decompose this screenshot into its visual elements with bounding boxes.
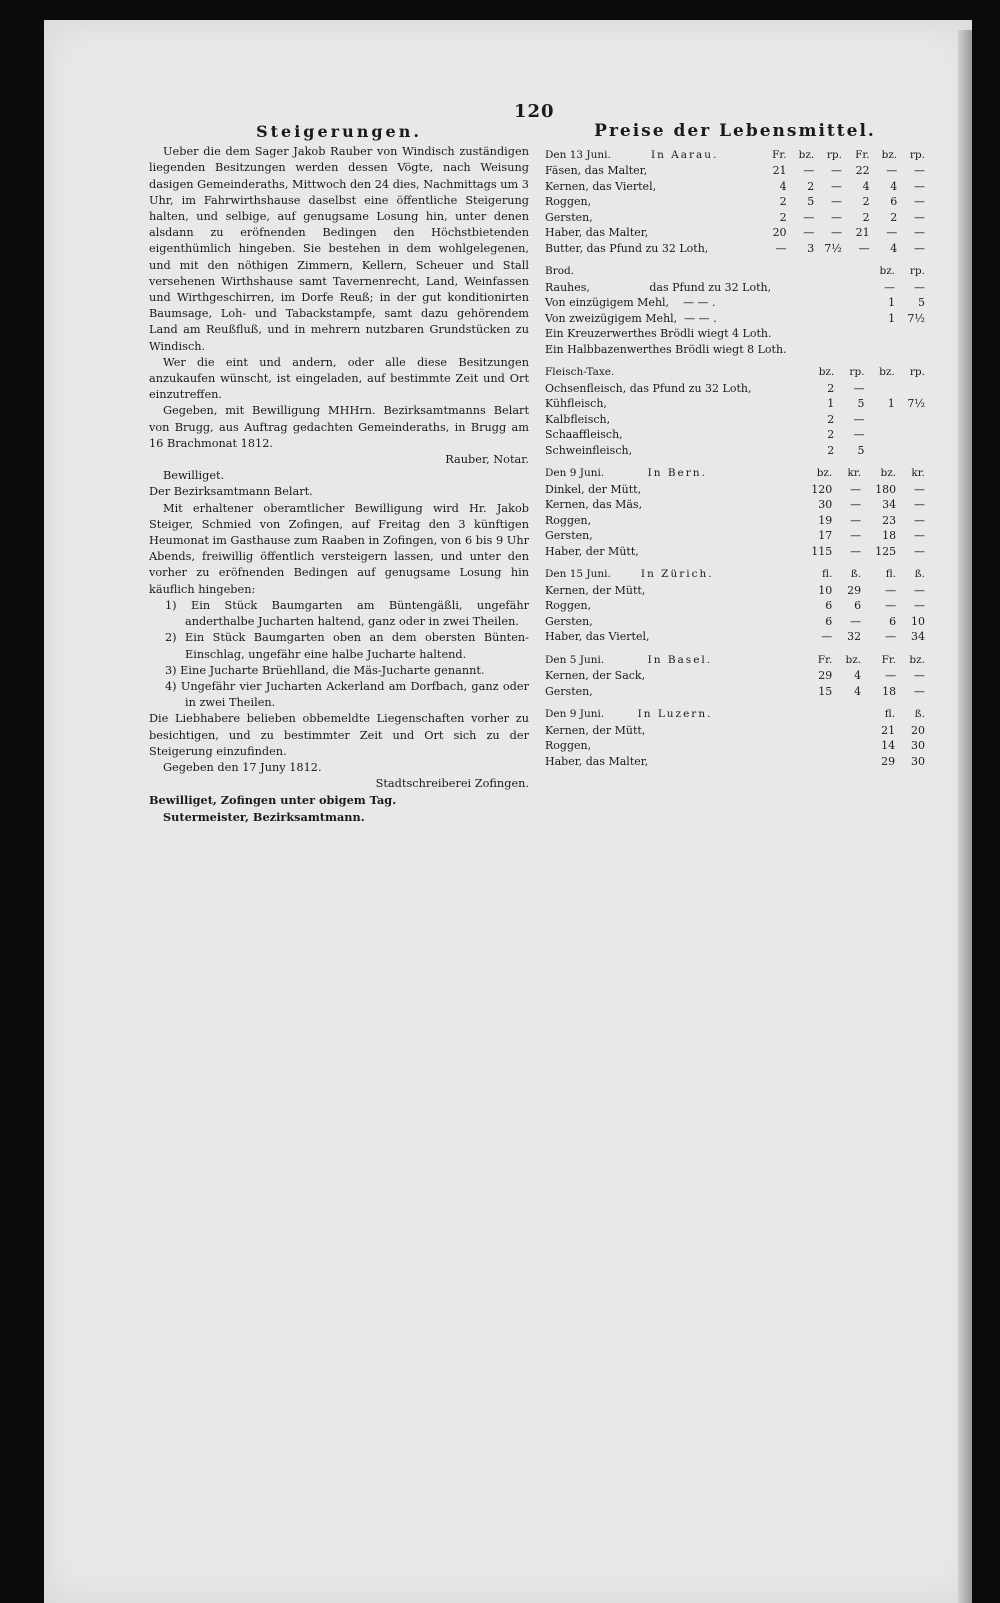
table-cell <box>895 427 925 443</box>
table-cell: — <box>914 482 925 496</box>
item-label: Ochsenfleisch, das Pfund zu 32 Loth, <box>545 381 752 395</box>
column-header: fl. <box>884 708 896 720</box>
table-cell: — <box>850 482 862 496</box>
table-row <box>545 311 925 327</box>
column-header: rp. <box>909 148 925 161</box>
list-item: 1) Ein Stück Baumgarten am Büntengäßli, ungefähr anderthalbe Jucharten haltend, ganz oder in zwei Theilen. <box>165 598 529 629</box>
table-cell: 29 <box>818 669 833 682</box>
table-cell: 2 <box>827 428 835 441</box>
table-row <box>545 396 925 412</box>
date-line: Gegeben den 17 Juny 1812. <box>163 760 322 774</box>
item-label: Kernen, der Mütt, <box>545 723 646 737</box>
table-cell: 1 <box>887 397 895 410</box>
table-cell: — <box>858 241 870 255</box>
column-header: bz. <box>818 366 835 378</box>
table-row <box>545 482 925 498</box>
section-title: Brod. <box>545 265 575 277</box>
column-header: bz. <box>881 148 898 161</box>
market-place: In Aarau. <box>650 148 719 161</box>
table-cell: 21 <box>881 723 896 737</box>
table-cell <box>865 443 895 459</box>
table-row <box>545 684 925 700</box>
item-label: Roggen, <box>545 599 592 612</box>
column-header: bz. <box>845 653 862 666</box>
table-cell: 15 <box>818 684 833 698</box>
table-cell: — <box>821 630 833 643</box>
item-label: Kernen, der Mütt, <box>545 583 646 597</box>
table-cell: 2 <box>807 179 815 193</box>
column-header: Fr. <box>772 148 787 161</box>
table-cell: — <box>803 210 815 224</box>
item-label: Roggen, <box>545 739 592 752</box>
column-header: ß. <box>850 568 862 580</box>
table-cell: 20 <box>772 226 787 239</box>
item-label: Haber, das Viertel, <box>545 630 650 643</box>
table-cell: 19 <box>818 513 833 527</box>
table-cell: 5 <box>857 397 865 410</box>
table-row <box>545 614 925 630</box>
market-date: Den 9 Juni. <box>545 467 605 479</box>
list-item: 4) Ungefähr vier Jucharten Ackerland am Dorfbach, ganz oder in zwei Theilen. <box>165 679 529 710</box>
table-cell: — <box>914 241 925 255</box>
approval: Bewilliget. <box>163 469 225 483</box>
market-date: Den 5 Juni. <box>545 653 605 666</box>
table-cell <box>865 427 895 443</box>
table-cell: 32 <box>847 630 862 643</box>
table-cell: — <box>914 513 925 527</box>
table-cell: 30 <box>911 739 925 752</box>
table-cell <box>895 381 925 397</box>
table-cell: — <box>830 164 842 177</box>
table-cell: — <box>853 428 865 441</box>
table-cell: 21 <box>772 164 787 177</box>
table-row <box>545 668 925 684</box>
market-place: In Zürich. <box>640 568 714 580</box>
table-row <box>545 528 925 544</box>
table-cell <box>865 412 895 428</box>
item-label: Schaaffleisch, <box>545 428 623 441</box>
table-row <box>545 497 925 513</box>
section-title: Fleisch-Taxe. <box>545 366 615 378</box>
table-cell: 2 <box>827 381 835 395</box>
table-cell: — <box>886 226 898 239</box>
page-number: 120 <box>514 101 555 122</box>
table-row <box>545 179 925 195</box>
item-label: Haber, das Malter, <box>545 226 649 239</box>
column-header: rp. <box>849 366 865 378</box>
table-cell: 18 <box>882 529 897 542</box>
table-cell <box>895 443 925 459</box>
market-place: In Basel. <box>647 653 713 666</box>
column-header: rp. <box>826 148 842 161</box>
table-cell: 7½ <box>907 311 925 325</box>
table-cell: 125 <box>875 544 897 558</box>
table-cell: 6 <box>854 599 862 612</box>
table-row <box>545 163 925 179</box>
item-label: Gersten, <box>545 210 593 224</box>
table-cell: — <box>830 210 842 224</box>
table-row <box>545 754 925 770</box>
section-heading-preise: Preise der Lebensmittel. <box>594 121 876 141</box>
table-cell: — <box>914 210 925 224</box>
table-cell: — <box>803 164 815 177</box>
table-cell: — <box>850 529 862 542</box>
column-header: Fr. <box>817 653 833 666</box>
table-row <box>545 443 925 459</box>
column-header: Fr. <box>855 148 870 161</box>
table-cell: — <box>914 498 925 511</box>
approval-by: Der Bezirksamtmann Belart. <box>149 485 313 499</box>
table-cell: 34 <box>882 498 897 511</box>
price-table-zuerich <box>545 567 925 645</box>
table-cell: 7½ <box>907 397 925 410</box>
item-label: Kalbfleisch, <box>545 412 611 426</box>
table-cell: — <box>914 226 925 239</box>
table-cell: 23 <box>882 513 897 527</box>
market-date: Den 9 Juni. <box>545 708 605 720</box>
item-label: Von einzügigem Mehl, <box>545 296 670 309</box>
table-cell: — <box>830 226 842 239</box>
table-cell: 6 <box>825 614 833 628</box>
table-cell: 4 <box>854 684 862 698</box>
table-cell: 2 <box>779 210 787 224</box>
table-row <box>545 513 925 529</box>
notice-paragraph: Gegeben, mit Bewilligung MHHrn. Bezirksamtmanns Belart von Brugg, aus Auftrag gedachten Gemeinderaths, in Brugg am 16 Brachmonat 1812. <box>149 404 529 450</box>
column-header: bz. <box>879 265 896 277</box>
column-header: ß. <box>914 708 925 720</box>
table-cell: 2 <box>779 195 787 208</box>
table-cell: — <box>775 241 787 255</box>
table-cell: 18 <box>882 684 897 698</box>
price-table-brod <box>545 264 925 357</box>
table-cell: — <box>914 544 925 558</box>
list-item: 2) Ein Stück Baumgarten oben an dem obersten Bünten-Einschlag, ungefähr eine halbe Jucharte haltend. <box>165 631 529 661</box>
note-line: Ein Halbbazenwerthes Brödli wiegt 8 Loth. <box>545 342 787 356</box>
table-cell: — <box>885 669 897 682</box>
table-cell: — <box>914 529 925 542</box>
price-table-fleisch <box>545 365 925 458</box>
column-header: bz. <box>909 653 925 666</box>
table-row <box>545 583 925 599</box>
column-header: fl. <box>885 568 897 580</box>
table-cell: 2 <box>862 210 870 224</box>
table-row <box>545 295 925 311</box>
table-cell: 4 <box>779 179 787 193</box>
left-column <box>149 124 529 825</box>
table-cell: 115 <box>811 544 833 558</box>
table-cell: 4 <box>890 179 898 193</box>
column-header: Fr. <box>881 653 897 666</box>
item-label: Kühfleisch, <box>545 397 607 410</box>
table-cell: — <box>914 179 925 193</box>
item-label: Von zweizügigem Mehl, <box>545 311 678 325</box>
table-cell <box>865 381 895 397</box>
column-header: kr. <box>847 467 862 479</box>
market-place: In Luzern. <box>637 708 713 720</box>
table-cell: 14 <box>881 739 896 752</box>
table-row <box>545 544 925 560</box>
table-cell: — <box>853 412 865 426</box>
right-column <box>545 121 925 777</box>
table-cell: 5 <box>857 443 865 457</box>
item-note: das Pfund zu 32 Loth, <box>649 280 772 294</box>
table-cell: 2 <box>827 412 835 426</box>
notice-paragraph: Mit erhaltener oberamtlicher Bewilligung wird Hr. Jakob Steiger, Schmied von Zofingen, auf Freitag den 3 künftigen Heumonat im Gasthause zum Raaben in Zofingen, von 6 bis 9 Uhr Abends, freiwillig öffentlich versteigern lassen, und unter den vorher zu eröfnenden Bedingen auf genugsame Losung hin käuflich hingeben: <box>149 501 529 596</box>
table-cell: — <box>914 684 925 698</box>
table-row <box>545 427 925 443</box>
market-date: Den 13 Juni. <box>545 148 611 161</box>
table-cell: — <box>884 280 896 294</box>
table-cell: 180 <box>875 482 897 496</box>
list-item: 3) Eine Jucharte Brüehlland, die Mäs-Jucharte genannt. <box>165 663 485 677</box>
table-row <box>545 225 925 241</box>
column-header: bz. <box>798 148 815 161</box>
table-cell: — <box>914 599 925 612</box>
table-cell: 4 <box>890 241 898 255</box>
table-cell: 6 <box>889 614 897 628</box>
table-row <box>545 629 925 645</box>
column-header: rp. <box>909 265 925 277</box>
table-cell: 5 <box>807 195 815 208</box>
column-header: bz. <box>880 467 897 479</box>
table-cell: — <box>850 614 862 628</box>
table-cell: 10 <box>818 583 833 597</box>
column-header: fl. <box>821 568 833 580</box>
table-cell: — <box>830 179 842 193</box>
table-cell: 2 <box>890 210 898 224</box>
table-cell: 29 <box>881 754 896 768</box>
table-row <box>545 738 925 754</box>
table-row <box>545 598 925 614</box>
table-row <box>545 241 925 257</box>
table-cell: — <box>914 164 925 177</box>
price-table-basel <box>545 653 925 700</box>
column-header: bz. <box>816 467 833 479</box>
table-cell: — <box>803 226 815 239</box>
table-cell: 22 <box>855 164 870 177</box>
table-cell: — <box>914 280 925 294</box>
table-cell: 29 <box>847 583 862 597</box>
notice-paragraph: Wer die eint und andern, oder alle diese Besitzungen anzukaufen wünscht, ist eingeladen, auf bestimmte Zeit und Ort einzutreffen. <box>149 355 529 402</box>
table-cell: 1 <box>827 397 835 410</box>
section-heading-steigerungen: Steigerungen. <box>256 122 422 141</box>
table-cell: 30 <box>818 498 833 511</box>
table-cell: — <box>885 599 897 612</box>
price-table-luzern <box>545 707 925 769</box>
table-row <box>545 412 925 428</box>
signature: Rauber, Notar. <box>445 453 529 467</box>
column-header: ß. <box>914 568 925 580</box>
table-row <box>545 194 925 210</box>
table-cell: — <box>885 583 897 597</box>
table-cell: 7½ <box>824 241 842 255</box>
item-label: Rauhes, <box>545 280 590 294</box>
table-cell: 21 <box>855 226 870 239</box>
approval-by: Sutermeister, Bezirksamtmann. <box>163 809 365 824</box>
table-cell: 6 <box>890 195 898 208</box>
note-line: Ein Kreuzerwerthes Brödli wiegt 4 Loth. <box>545 327 772 340</box>
table-cell: 120 <box>811 482 833 496</box>
table-cell: 5 <box>918 296 925 309</box>
table-cell: 6 <box>825 599 833 612</box>
item-label: Gersten, <box>545 684 593 698</box>
item-label: Kernen, das Viertel, <box>545 179 657 193</box>
item-label: Gersten, <box>545 614 593 628</box>
table-cell: 20 <box>911 723 925 737</box>
notice-paragraph: Die Liebhabere belieben obbemeldte Liegenschaften vorher zu besichtigen, und zu bestimmter Zeit und Ort sich zu der Steigerung einzufinden. <box>149 712 529 758</box>
table-cell: — <box>850 513 862 527</box>
table-cell: 17 <box>818 529 833 542</box>
table-cell: 4 <box>854 669 862 682</box>
signature: Stadtschreiberei Zofingen. <box>375 777 529 791</box>
price-table-bern <box>545 466 925 559</box>
item-note: — — . <box>683 296 716 309</box>
table-cell: 34 <box>911 630 925 643</box>
table-row <box>545 280 925 296</box>
table-cell: 2 <box>827 443 835 457</box>
approval: Bewilliget, Zofingen unter obigem Tag. <box>149 793 397 808</box>
table-cell: — <box>914 583 925 597</box>
item-label: Schweinfleisch, <box>545 443 633 457</box>
item-label: Haber, der Mütt, <box>545 544 639 558</box>
column-header: kr. <box>911 467 925 479</box>
table-cell: — <box>886 164 898 177</box>
notice-paragraph: Ueber die dem Sager Jakob Rauber von Windisch zuständigen liegenden Besitzungen werden dessen Vögte, nach Weisung dasigen Gemeinderaths, Mittwoch den 24 dies, Nachmittags um 3 Uhr, im Fahrwirthshause daselbst eine öffentliche Steigerung halten, und selbige, auf genugsame Losung hin, unter denen alsdann zu eröfnenden Bedingen den Höchstbietenden eigenthümlich hingeben. Sie bestehen in dem wohlgelegenen, und mit den nöthigen Zimmern, Kellern, Scheuer und Stall versehenen Wirthshause samt Tavernenrecht, Land, Weinfassen und Wirthgeschirren, im Dorfe Reuß; in der gut konditionirten Baumsage, Loh- und Tabackstampfe, samt dazu gehörendem Land am Reußfluß, und in mehrern nutzbaren Grundstücken zu Windisch. <box>149 145 529 353</box>
page-edge <box>958 30 972 1603</box>
table-cell: — <box>885 630 897 643</box>
column-header: bz. <box>879 366 895 378</box>
table-cell: 1 <box>888 311 896 325</box>
market-place: In Bern. <box>647 467 707 479</box>
market-date: Den 15 Juni. <box>545 568 611 580</box>
item-label: Dinkel, der Mütt, <box>545 482 642 496</box>
item-label: Butter, das Pfund zu 32 Loth, <box>545 241 709 255</box>
item-label: Kernen, das Mäs, <box>545 498 643 511</box>
table-cell: — <box>853 381 865 395</box>
table-row <box>545 210 925 226</box>
table-cell <box>895 412 925 428</box>
table-cell: 10 <box>911 614 925 628</box>
table-cell: 30 <box>911 754 925 768</box>
column-header: rp. <box>909 366 925 378</box>
table-cell: 3 <box>807 241 815 255</box>
price-table-aarau <box>545 148 925 257</box>
item-label: Roggen, <box>545 195 592 208</box>
item-label: Fäsen, das Malter, <box>545 164 648 177</box>
table-cell: — <box>850 498 862 511</box>
table-row <box>545 723 925 739</box>
table-cell: 4 <box>862 179 870 193</box>
table-cell: 2 <box>862 195 870 208</box>
item-label: Gersten, <box>545 529 593 542</box>
table-cell: 1 <box>888 296 896 309</box>
item-label: Kernen, der Sack, <box>545 669 646 682</box>
table-cell: — <box>914 195 925 208</box>
table-cell: — <box>914 669 925 682</box>
table-cell: — <box>830 195 842 208</box>
item-label: Roggen, <box>545 513 592 527</box>
table-cell: — <box>850 544 862 558</box>
table-row <box>545 381 925 397</box>
item-note: — — . <box>684 311 717 325</box>
item-label: Haber, das Malter, <box>545 754 649 768</box>
